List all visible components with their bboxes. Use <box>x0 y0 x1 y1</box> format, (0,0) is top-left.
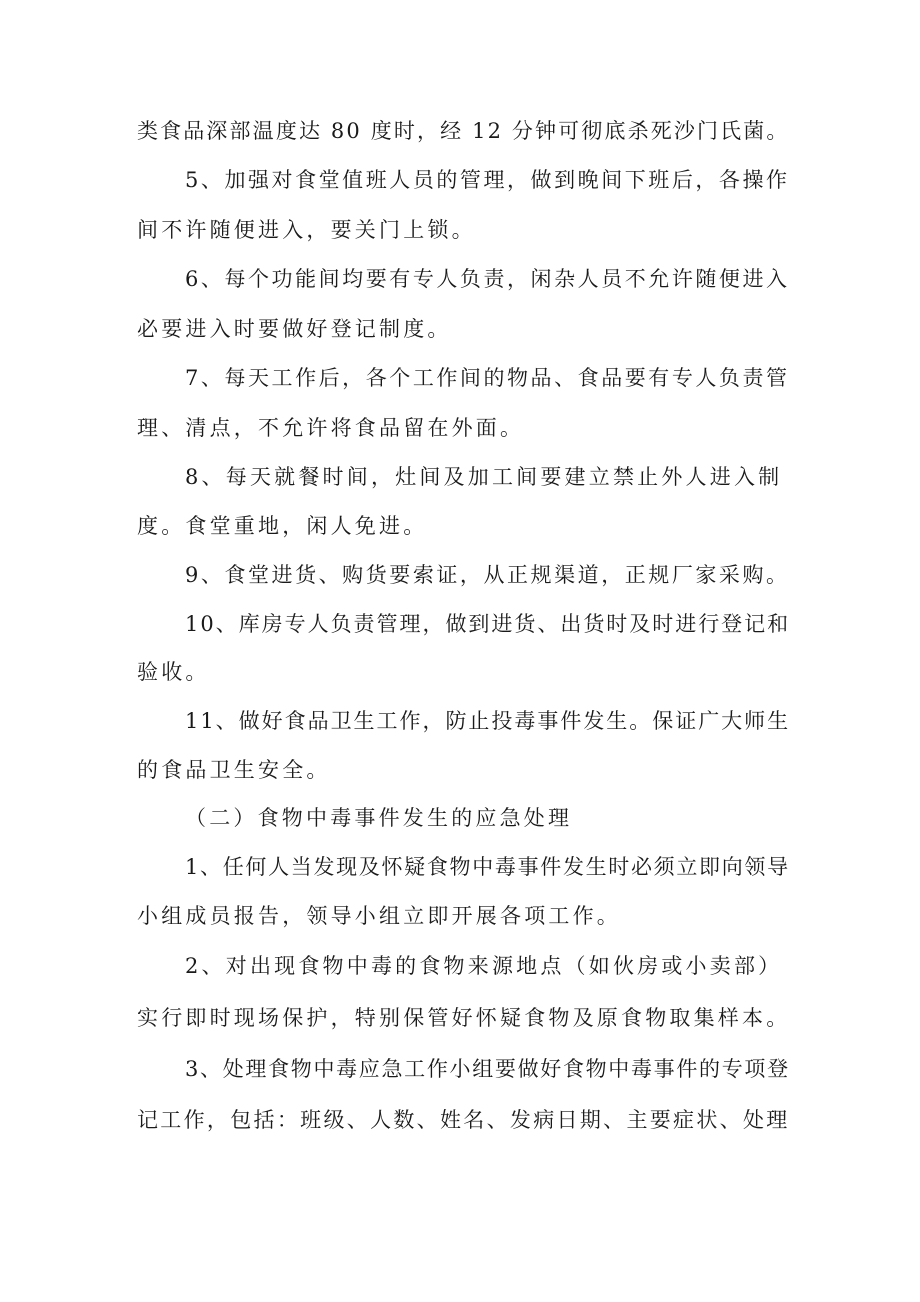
section-heading: （二）食物中毒事件发生的应急处理 <box>185 806 573 830</box>
text-line-18: 2、对出现食物中毒的食物来源地点（如伙房或小卖部） <box>185 954 783 978</box>
text-line-17: 小组成员报告，领导小组立即开展各项工作。 <box>137 904 621 928</box>
text-line-10: 9、食堂进货、购货要索证，从正规渠道，正规厂家采购。 <box>185 563 790 587</box>
text-line-7: 理、清点，不允许将食品留在外面。 <box>137 416 525 440</box>
text-line-21: 记工作，包括：班级、人数、姓名、发病日期、主要症状、处理 <box>137 1108 790 1132</box>
text-line-8: 8、每天就餐时间，灶间及加工间要建立禁止外人进入制 <box>185 465 783 489</box>
text-line-16: 1、任何人当发现及怀疑食物中毒事件发生时必须立即向领导 <box>185 855 790 879</box>
text-line-11: 10、库房专人负责管理，做到进货、出货时及时进行登记和 <box>185 612 791 636</box>
text-line-19: 实行即时现场保护，特别保管好怀疑食物及原食物取集样本。 <box>137 1006 791 1030</box>
text-line-12: 验收。 <box>137 660 210 684</box>
text-line-5: 必要进入时要做好登记制度。 <box>137 317 452 341</box>
text-line-3: 间不许随便进入，要关门上锁。 <box>137 218 476 242</box>
text-line-1: 类食品深部温度达 80 度时，经 12 分钟可彻底杀死沙门氏菌。 <box>137 119 790 143</box>
text-line-20: 3、处理食物中毒应急工作小组要做好食物中毒事件的专项登 <box>185 1057 790 1081</box>
text-line-13: 11、做好食品卫生工作，防止投毒事件发生。保证广大师生 <box>185 709 791 733</box>
text-line-4: 6、每个功能间均要有专人负责，闲杂人员不允许随便进入 <box>185 267 790 291</box>
text-line-6: 7、每天工作后，各个工作间的物品、食品要有专人负责管 <box>185 366 790 390</box>
text-line-14: 的食品卫生安全。 <box>137 758 331 782</box>
text-line-9: 度。食堂重地，闲人免进。 <box>137 514 428 538</box>
text-line-2: 5、加强对食堂值班人员的管理，做到晚间下班后，各操作 <box>185 168 790 192</box>
